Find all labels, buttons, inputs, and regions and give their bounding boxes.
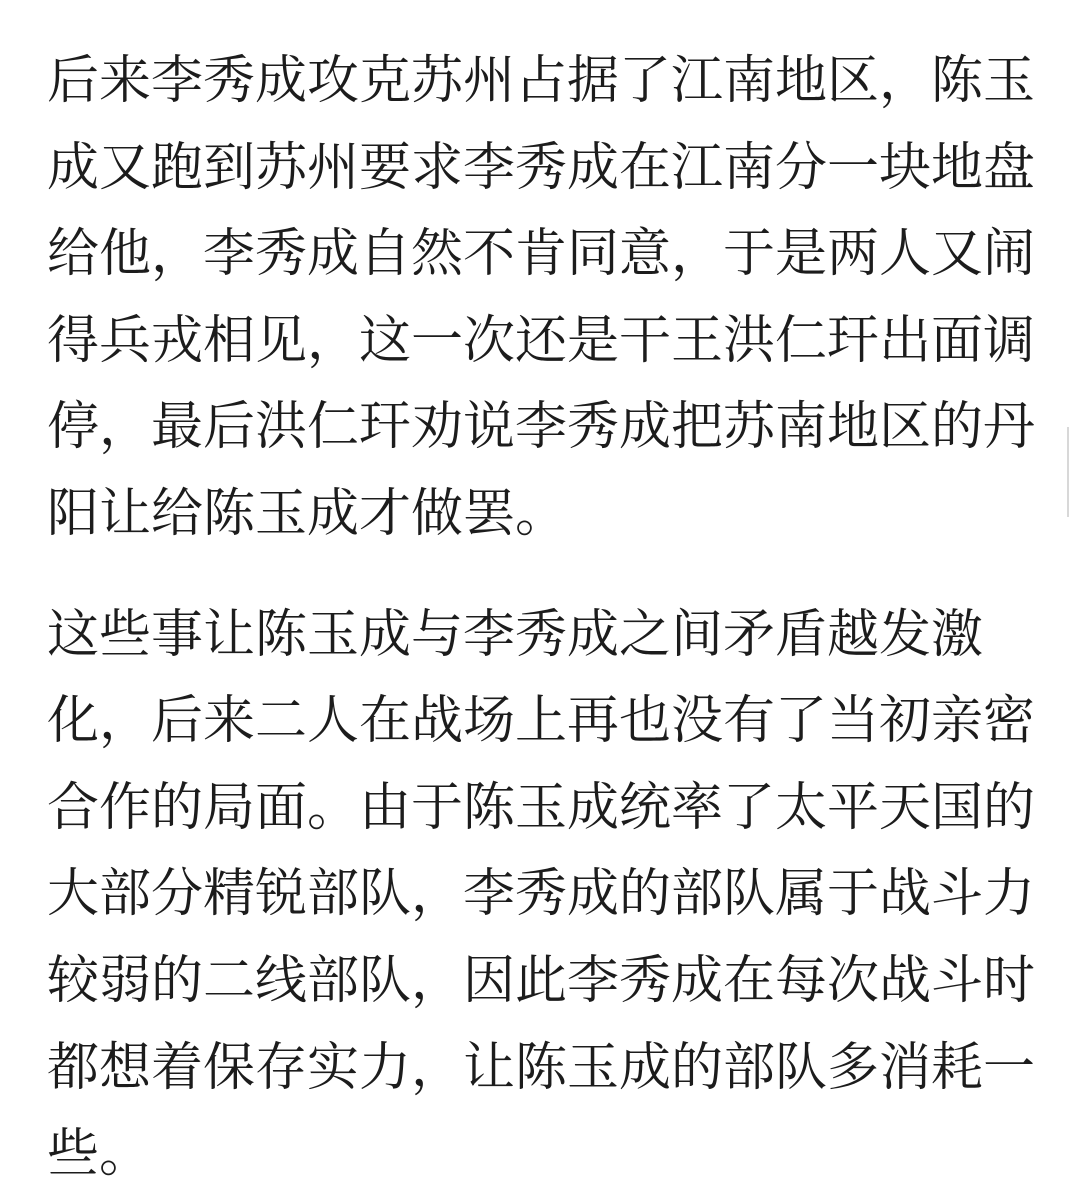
- paragraph-1-line-3: 给他，李秀成自然不肯同意，于是两人又闹: [47, 224, 1036, 285]
- paragraph-2-line-3: 合作的局面。由于陈玉成统率了太平天国的: [47, 777, 1036, 838]
- paragraph-1-line-4: 得兵戎相见，这一次还是干王洪仁玕出面调: [47, 310, 1036, 371]
- paragraph-2-line-2: 化，后来二人在战场上再也没有了当初亲密: [47, 691, 1036, 752]
- paragraph-2-line-5: 较弱的二线部队，因此李秀成在每次战斗时: [47, 950, 1036, 1011]
- paragraph-2-line-6: 都想着保存实力，让陈玉成的部队多消耗一: [47, 1037, 1036, 1098]
- article-paragraph-1: [47, 38, 1036, 558]
- paragraph-2-line-1: 这些事让陈玉成与李秀成之间矛盾越发激: [47, 604, 984, 665]
- paragraph-2-line-4: 大部分精锐部队，李秀成的部队属于战斗力: [47, 864, 1036, 925]
- paragraph-1-line-2: 成又跑到苏州要求李秀成在江南分一块地盘: [47, 137, 1036, 198]
- paragraph-1-line-5: 停，最后洪仁玕劝说李秀成把苏南地区的丹: [47, 397, 1036, 458]
- article-paragraph-2: [47, 592, 1036, 1189]
- paragraph-1-line-6: 阳让给陈玉成才做罢。: [47, 483, 568, 544]
- paragraph-2-line-7: 些。: [47, 1124, 152, 1185]
- paragraph-1-line-1: 后来李秀成攻克苏州占据了江南地区，陈玉: [47, 51, 1036, 111]
